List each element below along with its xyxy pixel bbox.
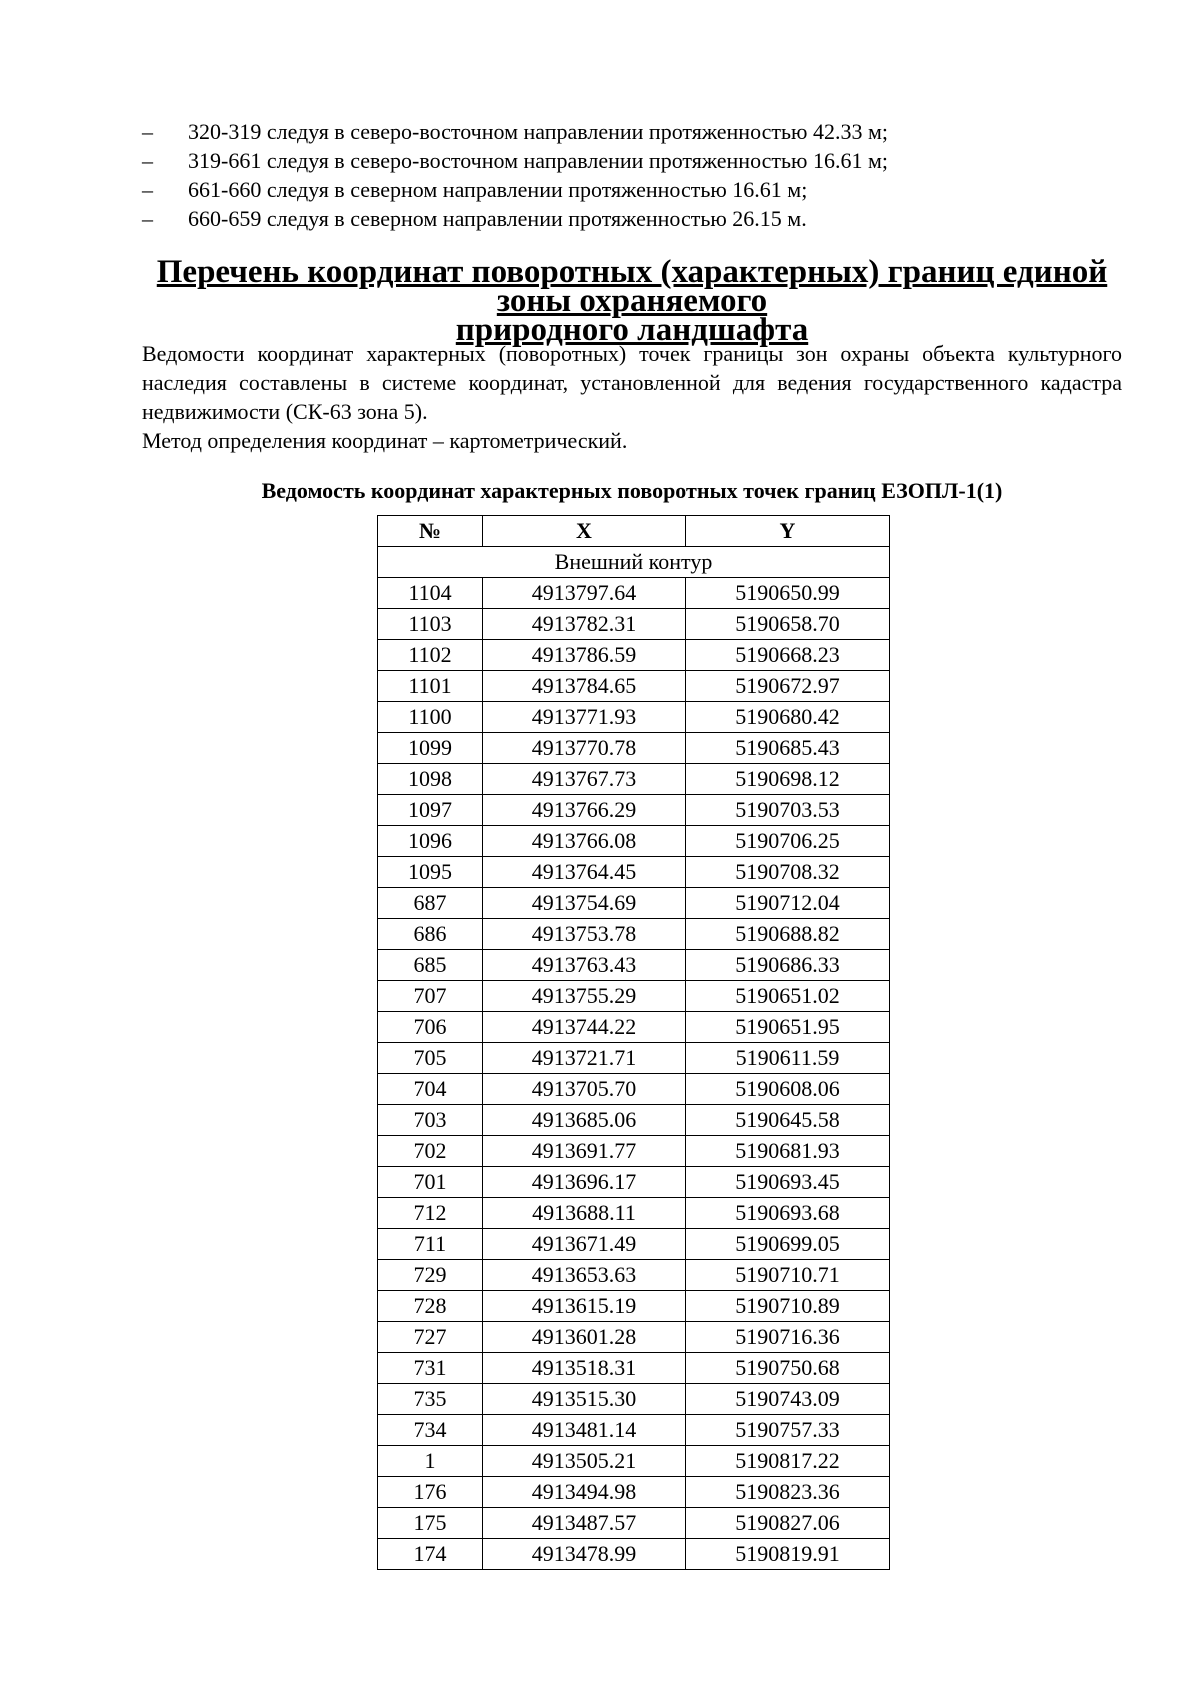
list-item bbox=[142, 204, 1122, 233]
group-label: Внешний контур bbox=[378, 547, 890, 578]
cell-point-number: 1097 bbox=[378, 795, 483, 826]
cell-point-number: 176 bbox=[378, 1477, 483, 1508]
table-row bbox=[378, 1260, 890, 1291]
cell-point-number: 703 bbox=[378, 1105, 483, 1136]
cell-x: 4913696.17 bbox=[483, 1167, 686, 1198]
list-item-text: 660-659 следуя в северном направлении протяженностью 26.15 м. bbox=[188, 206, 807, 231]
cell-x: 4913685.06 bbox=[483, 1105, 686, 1136]
cell-y: 5190686.33 bbox=[686, 950, 890, 981]
list-item-text: 319-661 следуя в северо-восточном направлении протяженностью 16.61 м; bbox=[188, 148, 889, 173]
cell-y: 5190703.53 bbox=[686, 795, 890, 826]
table-row bbox=[378, 1539, 890, 1570]
header-x: X bbox=[483, 516, 686, 547]
cell-x: 4913782.31 bbox=[483, 609, 686, 640]
cell-point-number: 701 bbox=[378, 1167, 483, 1198]
coordinates-table bbox=[377, 515, 890, 1570]
table-row bbox=[378, 1198, 890, 1229]
cell-x: 4913505.21 bbox=[483, 1446, 686, 1477]
table-row bbox=[378, 578, 890, 609]
table-row bbox=[378, 1353, 890, 1384]
table-header-row bbox=[378, 516, 890, 547]
cell-point-number: 705 bbox=[378, 1043, 483, 1074]
cell-point-number: 702 bbox=[378, 1136, 483, 1167]
cell-x: 4913691.77 bbox=[483, 1136, 686, 1167]
cell-point-number: 728 bbox=[378, 1291, 483, 1322]
cell-y: 5190708.32 bbox=[686, 857, 890, 888]
table-row bbox=[378, 795, 890, 826]
table-row bbox=[378, 1136, 890, 1167]
cell-x: 4913671.49 bbox=[483, 1229, 686, 1260]
table-row bbox=[378, 981, 890, 1012]
table-row bbox=[378, 1415, 890, 1446]
table-row bbox=[378, 702, 890, 733]
cell-point-number: 735 bbox=[378, 1384, 483, 1415]
cell-y: 5190710.89 bbox=[686, 1291, 890, 1322]
cell-y: 5190658.70 bbox=[686, 609, 890, 640]
table-row bbox=[378, 1229, 890, 1260]
table-row bbox=[378, 888, 890, 919]
table-row bbox=[378, 671, 890, 702]
cell-point-number: 1095 bbox=[378, 857, 483, 888]
table-row bbox=[378, 1477, 890, 1508]
cell-x: 4913771.93 bbox=[483, 702, 686, 733]
list-item-text: 320-319 следуя в северо-восточном направлении протяженностью 42.33 м; bbox=[188, 119, 889, 144]
table-caption: Ведомость координат характерных поворотных точек границ ЕЗОПЛ-1(1) bbox=[261, 478, 1003, 503]
table-row bbox=[378, 857, 890, 888]
section-title bbox=[142, 254, 1122, 348]
cell-point-number: 1 bbox=[378, 1446, 483, 1477]
cell-y: 5190819.91 bbox=[686, 1539, 890, 1570]
table-row bbox=[378, 950, 890, 981]
cell-point-number: 1098 bbox=[378, 764, 483, 795]
cell-y: 5190823.36 bbox=[686, 1477, 890, 1508]
table-row bbox=[378, 1105, 890, 1136]
cell-x: 4913764.45 bbox=[483, 857, 686, 888]
cell-x: 4913481.14 bbox=[483, 1415, 686, 1446]
cell-y: 5190710.71 bbox=[686, 1260, 890, 1291]
cell-x: 4913688.11 bbox=[483, 1198, 686, 1229]
table-row bbox=[378, 733, 890, 764]
segment-list bbox=[142, 117, 1122, 233]
cell-point-number: 1101 bbox=[378, 671, 483, 702]
cell-point-number: 727 bbox=[378, 1322, 483, 1353]
section-title-line-2: природного ландшафта bbox=[455, 312, 809, 348]
table-row bbox=[378, 1043, 890, 1074]
cell-point-number: 175 bbox=[378, 1508, 483, 1539]
cell-y: 5190672.97 bbox=[686, 671, 890, 702]
cell-point-number: 704 bbox=[378, 1074, 483, 1105]
bullet-dash: – bbox=[142, 148, 153, 173]
table-row bbox=[378, 1322, 890, 1353]
table-row bbox=[378, 1384, 890, 1415]
table-row bbox=[378, 609, 890, 640]
cell-y: 5190757.33 bbox=[686, 1415, 890, 1446]
cell-y: 5190681.93 bbox=[686, 1136, 890, 1167]
cell-y: 5190750.68 bbox=[686, 1353, 890, 1384]
cell-y: 5190712.04 bbox=[686, 888, 890, 919]
cell-y: 5190685.43 bbox=[686, 733, 890, 764]
cell-point-number: 707 bbox=[378, 981, 483, 1012]
section-title-line-1: Перечень координат поворотных (характерных) границ единой зоны охраняемого bbox=[156, 254, 1108, 319]
cell-x: 4913653.63 bbox=[483, 1260, 686, 1291]
table-row bbox=[378, 640, 890, 671]
cell-point-number: 1102 bbox=[378, 640, 483, 671]
cell-x: 4913766.29 bbox=[483, 795, 686, 826]
table-row bbox=[378, 1291, 890, 1322]
cell-y: 5190680.42 bbox=[686, 702, 890, 733]
cell-y: 5190645.58 bbox=[686, 1105, 890, 1136]
cell-x: 4913494.98 bbox=[483, 1477, 686, 1508]
cell-y: 5190743.09 bbox=[686, 1384, 890, 1415]
bullet-dash: – bbox=[142, 119, 153, 144]
cell-x: 4913755.29 bbox=[483, 981, 686, 1012]
bullet-dash: – bbox=[142, 206, 153, 231]
cell-point-number: 1103 bbox=[378, 609, 483, 640]
bullet-dash: – bbox=[142, 177, 153, 202]
cell-point-number: 1096 bbox=[378, 826, 483, 857]
cell-x: 4913786.59 bbox=[483, 640, 686, 671]
cell-y: 5190650.99 bbox=[686, 578, 890, 609]
cell-y: 5190706.25 bbox=[686, 826, 890, 857]
cell-point-number: 706 bbox=[378, 1012, 483, 1043]
header-y: Y bbox=[686, 516, 890, 547]
cell-x: 4913744.22 bbox=[483, 1012, 686, 1043]
cell-y: 5190688.82 bbox=[686, 919, 890, 950]
cell-x: 4913766.08 bbox=[483, 826, 686, 857]
method-statement: Метод определения координат – картометрический. bbox=[142, 428, 628, 453]
cell-y: 5190699.05 bbox=[686, 1229, 890, 1260]
table-body bbox=[378, 547, 890, 1570]
table-row bbox=[378, 1012, 890, 1043]
list-item bbox=[142, 117, 1122, 146]
cell-x: 4913753.78 bbox=[483, 919, 686, 950]
cell-y: 5190651.95 bbox=[686, 1012, 890, 1043]
cell-y: 5190693.68 bbox=[686, 1198, 890, 1229]
cell-x: 4913601.28 bbox=[483, 1322, 686, 1353]
cell-point-number: 685 bbox=[378, 950, 483, 981]
list-item bbox=[142, 146, 1122, 175]
cell-point-number: 734 bbox=[378, 1415, 483, 1446]
table-row bbox=[378, 1074, 890, 1105]
cell-x: 4913797.64 bbox=[483, 578, 686, 609]
cell-y: 5190608.06 bbox=[686, 1074, 890, 1105]
cell-y: 5190693.45 bbox=[686, 1167, 890, 1198]
table-row bbox=[378, 919, 890, 950]
cell-x: 4913478.99 bbox=[483, 1539, 686, 1570]
cell-x: 4913705.70 bbox=[483, 1074, 686, 1105]
table-row bbox=[378, 1446, 890, 1477]
table-row bbox=[378, 826, 890, 857]
cell-y: 5190651.02 bbox=[686, 981, 890, 1012]
cell-point-number: 1100 bbox=[378, 702, 483, 733]
cell-y: 5190668.23 bbox=[686, 640, 890, 671]
cell-x: 4913763.43 bbox=[483, 950, 686, 981]
cell-x: 4913487.57 bbox=[483, 1508, 686, 1539]
table-row bbox=[378, 764, 890, 795]
cell-point-number: 687 bbox=[378, 888, 483, 919]
cell-x: 4913615.19 bbox=[483, 1291, 686, 1322]
cell-x: 4913518.31 bbox=[483, 1353, 686, 1384]
list-item-text: 661-660 следуя в северном направлении протяженностью 16.61 м; bbox=[188, 177, 808, 202]
group-row bbox=[378, 547, 890, 578]
cell-y: 5190817.22 bbox=[686, 1446, 890, 1477]
table-row bbox=[378, 1508, 890, 1539]
cell-x: 4913770.78 bbox=[483, 733, 686, 764]
cell-y: 5190716.36 bbox=[686, 1322, 890, 1353]
cell-x: 4913721.71 bbox=[483, 1043, 686, 1074]
cell-y: 5190698.12 bbox=[686, 764, 890, 795]
cell-point-number: 686 bbox=[378, 919, 483, 950]
cell-point-number: 712 bbox=[378, 1198, 483, 1229]
cell-point-number: 711 bbox=[378, 1229, 483, 1260]
table-row bbox=[378, 1167, 890, 1198]
cell-x: 4913515.30 bbox=[483, 1384, 686, 1415]
cell-x: 4913754.69 bbox=[483, 888, 686, 919]
cell-y: 5190611.59 bbox=[686, 1043, 890, 1074]
cell-x: 4913784.65 bbox=[483, 671, 686, 702]
cell-point-number: 1099 bbox=[378, 733, 483, 764]
cell-point-number: 731 bbox=[378, 1353, 483, 1384]
cell-point-number: 174 bbox=[378, 1539, 483, 1570]
header-number: № bbox=[378, 516, 483, 547]
cell-x: 4913767.73 bbox=[483, 764, 686, 795]
cell-y: 5190827.06 bbox=[686, 1508, 890, 1539]
cell-point-number: 729 bbox=[378, 1260, 483, 1291]
list-item bbox=[142, 175, 1122, 204]
cell-point-number: 1104 bbox=[378, 578, 483, 609]
coordinate-system-paragraph: Ведомости координат характерных (поворотных) точек границы зон охраны объекта культурного наследия составлены в системе координат, установленной для ведения государственного кадастра недвижимости (СК-63 зона 5). bbox=[142, 341, 1122, 424]
